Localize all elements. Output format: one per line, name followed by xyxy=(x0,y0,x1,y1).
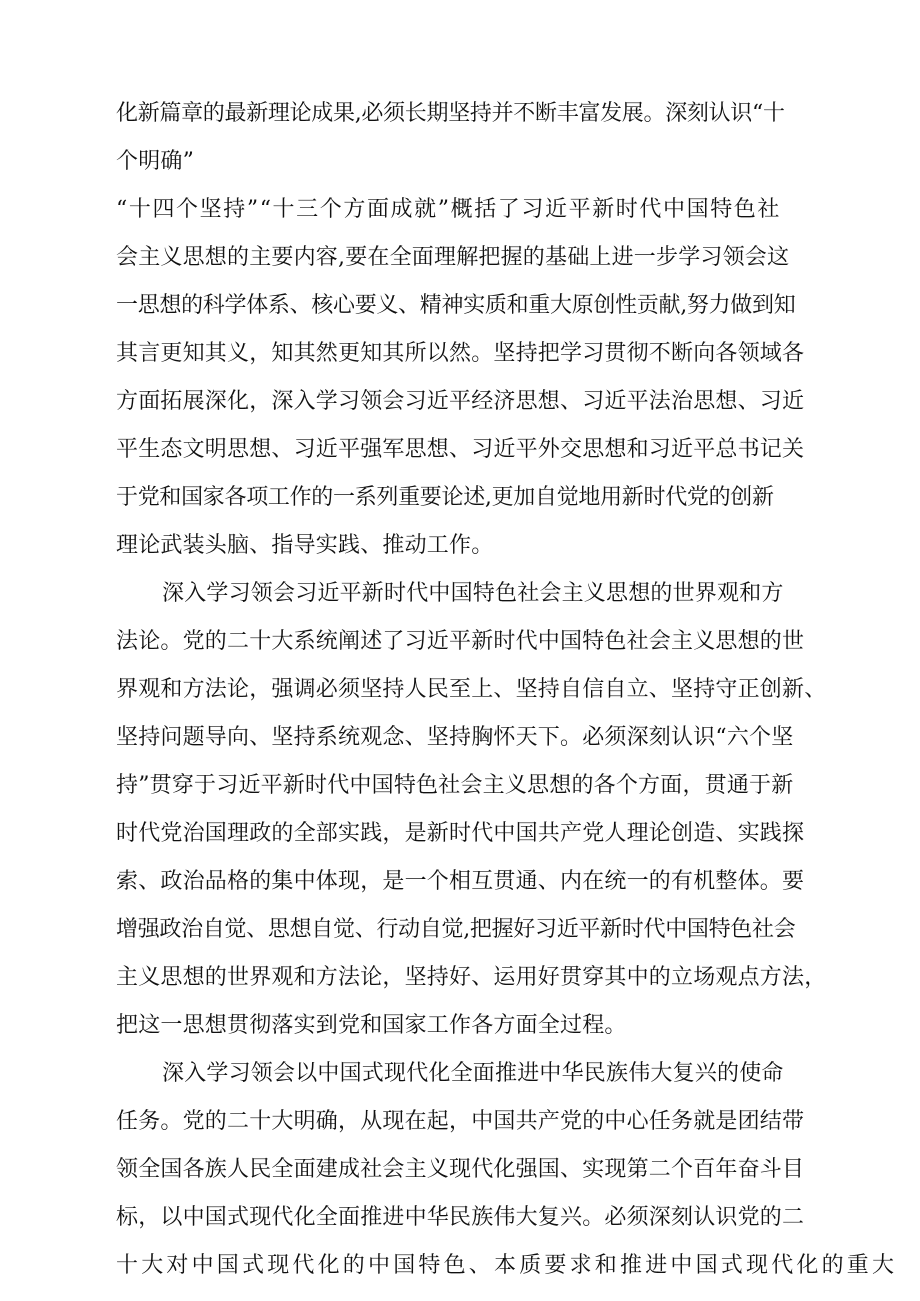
text-line: 会主义思想的主要内容,要在全面理解把握的基础上进一步学习领会这 xyxy=(116,245,790,270)
text-line: 个明确” xyxy=(116,149,195,174)
text-line: 方面拓展深化，深入学习领会习近平经济思想、习近平法治思想、习近 xyxy=(116,389,805,414)
text-line: 主义思想的世界观和方法论，坚持好、运用好贯穿其中的立场观点方法， xyxy=(116,965,827,990)
text-line: 任务。党的二十大明确，从现在起，中国共产党的中心任务就是团结带 xyxy=(116,1109,805,1134)
paragraph-first-line: 深入学习领会以中国式现代化全面推进中华民族伟大复兴的使命 xyxy=(162,1061,784,1086)
text-line: 十大对中国式现代化的中国特色、本质要求和推进中国式现代化的重大 xyxy=(116,1253,898,1278)
text-line: 时代党治国理政的全部实践，是新时代中国共产党人理论创造、实践探 xyxy=(116,821,805,846)
text-line: 理论武装头脑、指导实践、推动工作。 xyxy=(116,533,494,558)
text-line: 于党和国家各项工作的一系列重要论述,更加自觉地用新时代党的创新 xyxy=(116,485,774,510)
paragraph-first-line: 深入学习领会习近平新时代中国特色社会主义思想的世界观和方 xyxy=(162,581,784,606)
text-line: 平生态文明思想、习近平强军思想、习近平外交思想和习近平总书记关 xyxy=(116,437,805,462)
text-line: “十四个坚持”“十三个方面成就”概括了习近平新时代中国特色社 xyxy=(116,197,781,222)
text-line: 持”贯穿于习近平新时代中国特色社会主义思想的各个方面，贯通于新 xyxy=(116,773,794,798)
text-line: 其言更知其义，知其然更知其所以然。坚持把学习贯彻不断向各领域各 xyxy=(116,341,805,366)
text-line: 界观和方法论，强调必须坚持人民至上、坚持自信自立、坚持守正创新、 xyxy=(116,677,827,702)
text-line: 领全国各族人民全面建成社会主义现代化强国、实现第二个百年奋斗目 xyxy=(116,1157,805,1182)
text-line: 坚持问题导向、坚持系统观念、坚持胸怀天下。必须深刻认识“六个坚 xyxy=(116,725,794,750)
text-line: 法论。党的二十大系统阐述了习近平新时代中国特色社会主义思想的世 xyxy=(116,629,805,654)
text-line: 标，以中国式现代化全面推进中华民族伟大复兴。必须深刻认识党的二 xyxy=(116,1205,805,1230)
text-line: 一思想的科学体系、核心要义、精神实质和重大原创性贡献,努力做到知 xyxy=(116,293,796,318)
text-line: 化新篇章的最新理论成果,必须长期坚持并不断丰富发展。深刻认识“十 xyxy=(116,101,785,126)
text-line: 增强政治自觉、思想自觉、行动自觉,把握好习近平新时代中国特色社会 xyxy=(116,917,796,942)
text-line: 索、政治品格的集中体现，是一个相互贯通、内在统一的有机整体。要 xyxy=(116,869,805,894)
text-line: 把这一思想贯彻落实到党和国家工作各方面全过程。 xyxy=(116,1013,627,1038)
